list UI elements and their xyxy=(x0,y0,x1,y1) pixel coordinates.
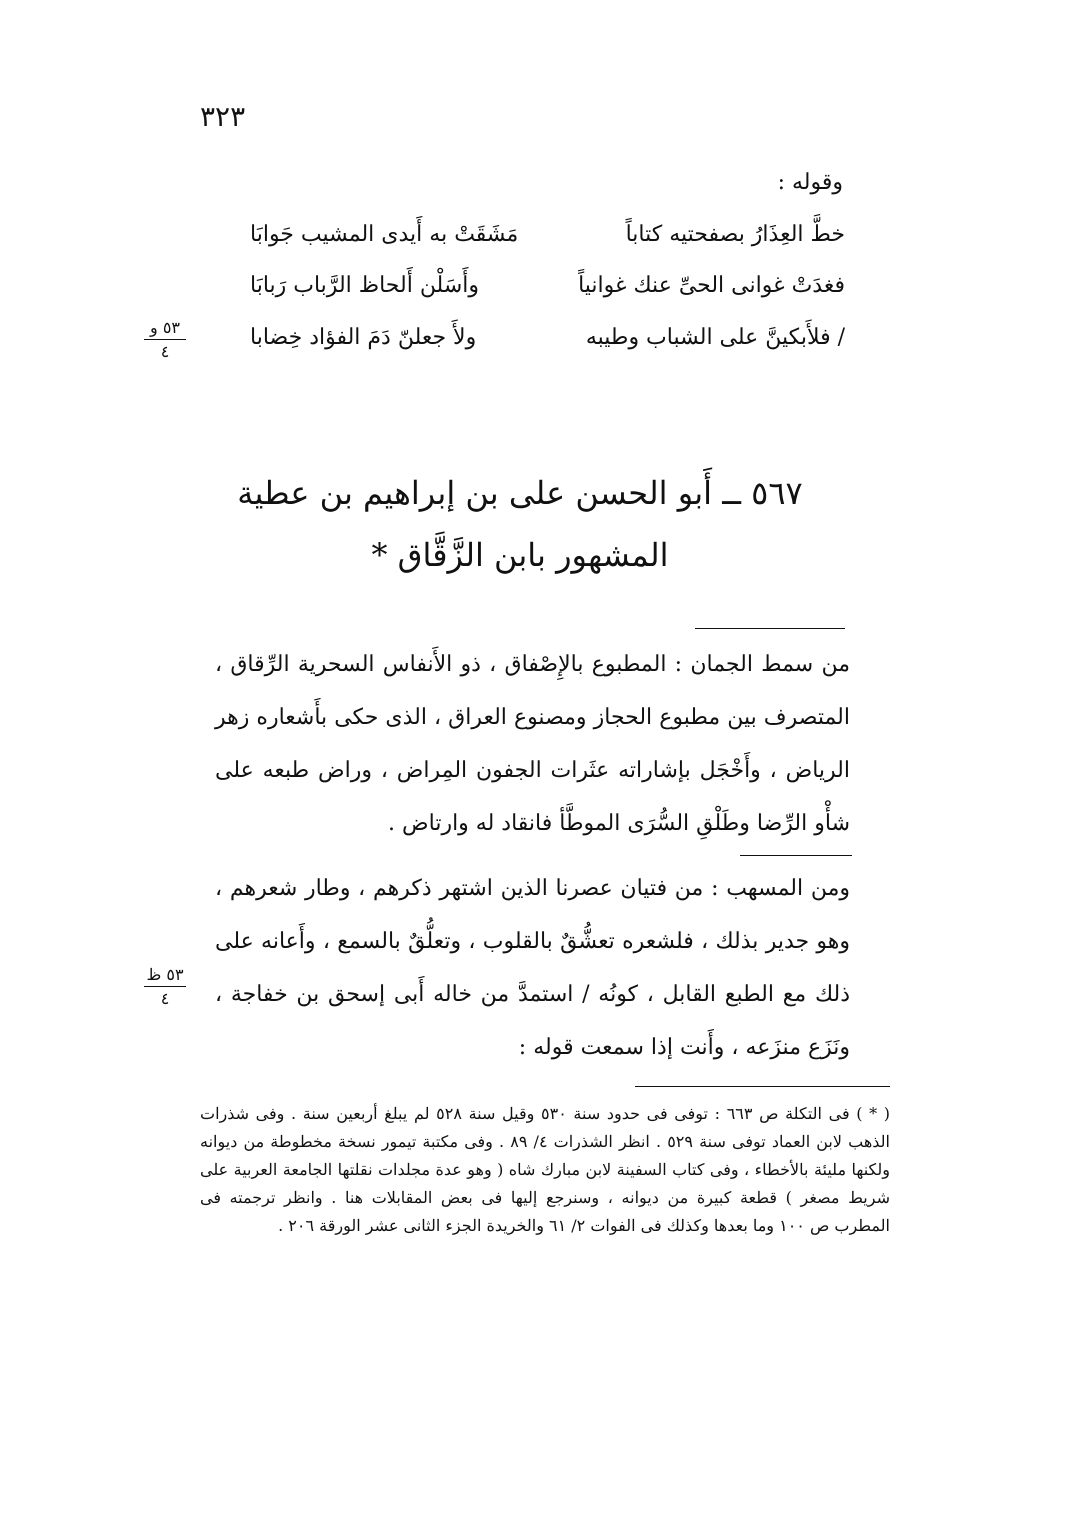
section-divider xyxy=(740,855,852,856)
folio-divider xyxy=(144,986,186,987)
folio-number: ٥٣ ظ xyxy=(146,965,184,984)
manuscript-folio-ref xyxy=(140,965,190,1008)
paragraph: من سمط الجمان : المطبوع بالإِصْفاق ، ذو الأَنفاس السحرية الرِّقاق ، المتصرف بين مطبوع الحجاز ومصنوع العراق ، الذى حكى بأَشعاره زهر الرياض ، وأَخْجَل بإشاراته عثَرات الجفون المِراض ، وراض طبعه على شأْو الرِّضا وطَلْقِ السُّرَى الموطَّأ فانقاد له وارتاض . xyxy=(215,652,850,836)
verse-hemistich-first: خطَّ العِذَارُ بصفحتيه كتاباً xyxy=(625,222,845,247)
page-number: ٣٢٣ xyxy=(200,100,246,133)
manuscript-folio-ref xyxy=(140,318,190,361)
section-divider xyxy=(695,628,845,629)
entry-heading-line: ٥٦٧ ــ أَبو الحسن على بن إبراهيم بن عطية xyxy=(237,474,803,512)
entry-heading xyxy=(190,462,850,586)
verse-hemistich-second: وأَسَلْن أَلحاظ الرَّباب رَبابَا xyxy=(250,273,480,298)
folio-volume: ٤ xyxy=(160,989,170,1008)
verse-intro: وقوله : xyxy=(777,170,843,195)
verse-hemistich-second: مَشَقَتْ به أَيدى المشيب جَوابَا xyxy=(250,222,519,247)
verse-hemistich-second: ولأَ جعلنّ دَمَ الفؤاد خِضابا xyxy=(250,325,477,350)
verse-line xyxy=(190,273,845,313)
paragraph: ومن المسهب : من فتيان عصرنا الذين اشتهر ذكرهم ، وطار شعرهم ، وهو جدير بذلك ، فلشعره تعشُّقٌ بالقلوب ، وتعلُّقٌ بالسمع ، وأَعانه على ذلك مع الطبع القابل ، كونُه / استمدَّ من خاله أَبى إسحق بن خفاجة ، ونَزَع منزَعه ، وأَنت إذا سمعت قوله : xyxy=(215,876,850,1060)
folio-divider xyxy=(144,339,186,340)
verse-line xyxy=(190,222,845,262)
folio-number: ٥٣ و xyxy=(150,318,180,337)
footnote-divider xyxy=(635,1086,890,1087)
verse-line xyxy=(190,325,845,365)
footnote: ( * ) فى التكلة ص ٦٦٣ : توفى فى حدود سنة ٥٣٠ وقيل سنة ٥٢٨ لم يبلغ أربعين سنة . وفى شذرات الذهب لابن العماد توفى سنة ٥٢٩ . انظر الشذرات ٤/ ٨٩ . وفى مكتبة تيمور نسخة مخطوطة من ديوانه ولكنها مليئة بالأخطاء ، وفى كتاب السفينة لابن مبارك شاه ( وهو عدة مجلدات نقلتها الجامعة العربية على شريط مصغر ) قطعة كبيرة من ديوانه ، وسنرجع إليها فى بعض المقابلات هنا . وانظر ترجمته فى المطرب ص ١٠٠ وما بعدها وكذلك فى الفوات ٢/ ٦١ والخريدة الجزء الثانى عشر الورقة ٢٠٦ . xyxy=(200,1104,891,1235)
entry-heading-line: المشهور بابن الزَّقَّاق * xyxy=(371,536,669,574)
verse-hemistich-first: فغدَتْ غوانى الحىِّ عنك غوانياً xyxy=(578,273,845,298)
verse-hemistich-first: / فلأَبكينَّ على الشباب وطيبه xyxy=(585,325,845,350)
folio-volume: ٤ xyxy=(160,342,170,361)
